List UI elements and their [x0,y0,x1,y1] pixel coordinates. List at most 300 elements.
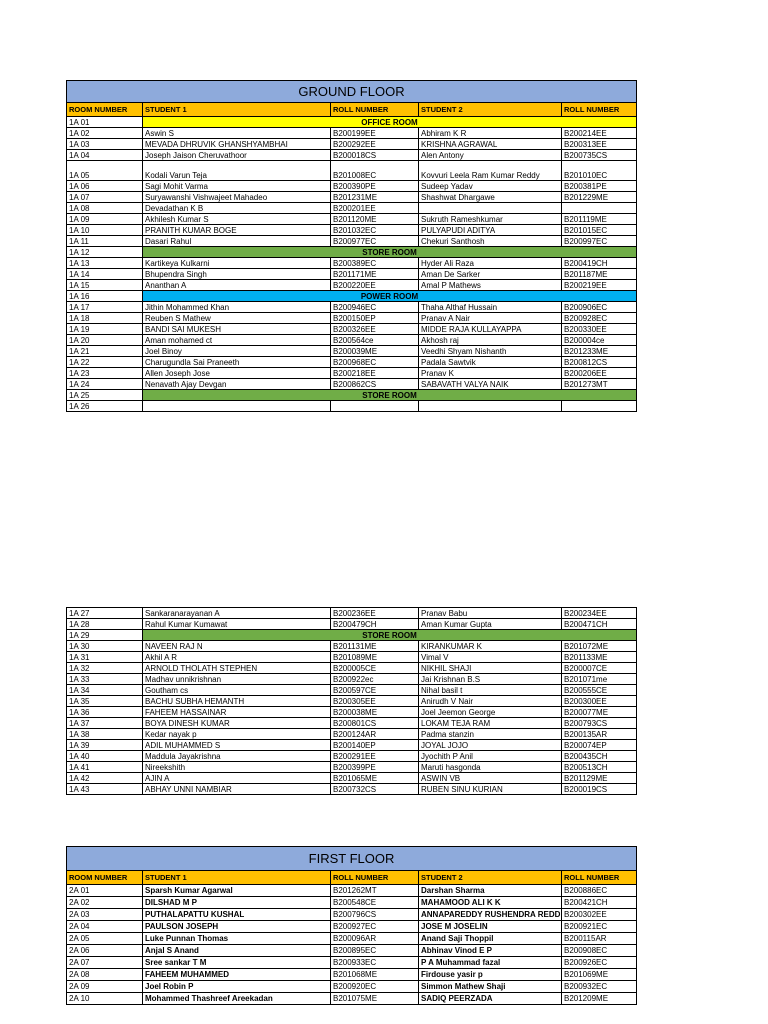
roll-number-2: B200932EC [562,981,637,993]
roll-number-2: B201129ME [562,773,637,784]
table-row [67,203,637,214]
student-2-name: Jai Krishnan B.S [419,674,562,685]
table-row [67,897,637,909]
roll-number-2: B201133ME [562,652,637,663]
roll-number-2: B201015EC [562,225,637,236]
student-1-name: PUTHALAPATTU KUSHAL [143,909,331,921]
student-1-name: Kartikeya Kulkarni [143,258,331,269]
student-1-name: Sree sankar T M [143,957,331,969]
roll-number-2: B200471CH [562,619,637,630]
room-number-cell: 1A 42 [67,773,143,784]
table-row [67,313,637,324]
student-2-header: STUDENT 2 [419,103,562,117]
roll-number-2: B201071me [562,674,637,685]
room-number-cell: 1A 14 [67,269,143,280]
table-row [67,214,637,225]
roll-number-2: B201119ME [562,214,637,225]
table-row [67,885,637,897]
student-2-name: NIKHIL SHAJI [419,663,562,674]
student-1-name: Aswin S [143,128,331,139]
roll-number-2: B200007CE [562,663,637,674]
room-number-cell: 1A 26 [67,401,143,412]
ground-floor-table [66,80,637,412]
table-row [67,401,637,412]
student-1-name: PAULSON JOSEPH [143,921,331,933]
student-1-name: MEVADA DHRUVIK GHANSHYAMBHAI [143,139,331,150]
student-1-name: ABHAY UNNI NAMBIAR [143,784,331,795]
roll-number-1: B200305EE [331,696,419,707]
roll-number-1: B200292EE [331,139,419,150]
table-row [67,751,637,762]
room-number-cell: 1A 28 [67,619,143,630]
student-2-name: PULYAPUDI ADITYA [419,225,562,236]
room-number-cell: 1A 33 [67,674,143,685]
roll-number-2: B200435CH [562,751,637,762]
table-row [67,784,637,795]
room-number-cell: 1A 34 [67,685,143,696]
roll-number-1: B201075ME [331,993,419,1005]
table-row [67,161,637,181]
student-2-name: JOYAL JOJO [419,740,562,751]
table-row [67,652,637,663]
room-number-cell: 1A 16 [67,291,143,302]
table-row [67,762,637,773]
roll-number-1: B200946EC [331,302,419,313]
student-2-name: Akhosh raj [419,335,562,346]
table-row [67,945,637,957]
student-2-name: Chekuri Santhosh [419,236,562,247]
room-label-banner: OFFICE ROOM [143,117,637,128]
table-row [67,663,637,674]
student-1-name: FAHEEM MUHAMMED [143,969,331,981]
room-number-cell: 1A 04 [67,150,143,161]
room-number-cell: 1A 25 [67,390,143,401]
student-1-name: Nenavath Ajay Devgan [143,379,331,390]
student-1-name: BOYA DINESH KUMAR [143,718,331,729]
student-2-name: MAHAMOOD ALI K K [419,897,562,909]
student-1-name: BACHU SUBHA HEMANTH [143,696,331,707]
student-1-name: NAVEEN RAJ N [143,641,331,652]
student-1-name: Nireekshith [143,762,331,773]
roll-number-2: B200419CH [562,258,637,269]
table-row [67,280,637,291]
roll-number-2: B201229ME [562,192,637,203]
roll-number-2: B200926EC [562,957,637,969]
floor-title: GROUND FLOOR [67,81,637,103]
table-row [67,379,637,390]
student-2-name: Pranav K [419,368,562,379]
first-floor-table [66,846,637,1005]
student-1-name: Joel Binoy [143,346,331,357]
roll-number-2: B200234EE [562,608,637,619]
student-1-name: Dasari Rahul [143,236,331,247]
student-1-name: Joseph Jaison Cheruvathoor [143,150,331,161]
roll-number-1: B200564ce [331,335,419,346]
student-1-name: Rahul Kumar Kumawat [143,619,331,630]
room-number-cell: 1A 36 [67,707,143,718]
student-1-name: Maddula Jayakrishna [143,751,331,762]
room-number-cell: 1A 35 [67,696,143,707]
table-row [67,619,637,630]
roll-number-2: B200115AR [562,933,637,945]
roll-number-1: B200039ME [331,346,419,357]
student-1-name: Kedar nayak p [143,729,331,740]
room-number-cell: 1A 31 [67,652,143,663]
room-number-cell: 1A 43 [67,784,143,795]
roll-number-2: B200421CH [562,897,637,909]
roll-number-1: B201171ME [331,269,419,280]
student-2-name: KIRANKUMAR K [419,641,562,652]
student-2-name: ASWIN VB [419,773,562,784]
student-1-header: STUDENT 1 [143,871,331,885]
roll-number-2: B200074EP [562,740,637,751]
table-row [67,641,637,652]
roll-number-1: B200801CS [331,718,419,729]
table-row [67,608,637,619]
room-number-cell: 1A 22 [67,357,143,368]
roll-number-2: B201273MT [562,379,637,390]
roll-number-2: B200381PE [562,181,637,192]
student-1-name: Akhilesh Kumar S [143,214,331,225]
room-number-cell: 1A 32 [67,663,143,674]
roll-number-2: B200019CS [562,784,637,795]
roll-number-2: B200921EC [562,921,637,933]
roll-number-2: B200735CS [562,150,637,161]
roll-number-1: B200005CE [331,663,419,674]
student-2-name [419,203,562,214]
student-1-name: Ananthan A [143,280,331,291]
roll-number-2: B200928EC [562,313,637,324]
student-2-name: Vimal V [419,652,562,663]
table-row [67,957,637,969]
student-1-header: STUDENT 1 [143,103,331,117]
student-2-name: RUBEN SINU KURIAN [419,784,562,795]
student-2-name: MIDDE RAJA KULLAYAPPA [419,324,562,335]
room-number-cell: 2A 09 [67,981,143,993]
roll-number-2: B200219EE [562,280,637,291]
student-2-name: Anirudh V Nair [419,696,562,707]
roll-number-2: B201187ME [562,269,637,280]
roll-number-1: B200038ME [331,707,419,718]
roll-number-1: B200218EE [331,368,419,379]
table-row [67,390,637,401]
room-number-cell: 1A 02 [67,128,143,139]
room-number-cell: 1A 30 [67,641,143,652]
room-number-cell: 1A 37 [67,718,143,729]
student-1-name: Sankaranarayanan A [143,608,331,619]
table-row [67,368,637,379]
student-2-name: Kovvuri Leela Ram Kumar Reddy [419,161,562,181]
student-1-name: Aman mohamed ct [143,335,331,346]
room-number-cell: 1A 41 [67,762,143,773]
student-2-name [419,401,562,412]
table-row [67,181,637,192]
student-1-name: Madhav unnikrishnan [143,674,331,685]
table-row [67,718,637,729]
roll-number-1: B200140EP [331,740,419,751]
student-2-name: Joel Jeemon George [419,707,562,718]
roll-number-1: B201231ME [331,192,419,203]
room-number-cell: 1A 19 [67,324,143,335]
room-number-cell: 1A 24 [67,379,143,390]
student-2-name: Pranav A Nair [419,313,562,324]
student-2-name: Anand Saji Thoppil [419,933,562,945]
table-row [67,969,637,981]
room-number-cell: 1A 15 [67,280,143,291]
room-number-cell: 1A 12 [67,247,143,258]
table-row [67,981,637,993]
roll-number-2: B200313EE [562,139,637,150]
room-number-cell: 2A 02 [67,897,143,909]
room-number-cell: 1A 07 [67,192,143,203]
roll-number-1 [331,401,419,412]
student-2-name: Pranav Babu [419,608,562,619]
table-row [67,357,637,368]
student-2-name: Abhiram K R [419,128,562,139]
student-2-name: Sudeep Yadav [419,181,562,192]
student-2-name: Jyochith P Anil [419,751,562,762]
roll-number-2: B200004ce [562,335,637,346]
student-1-name: Joel Robin P [143,981,331,993]
student-1-name: Kodali Varun Teja [143,161,331,181]
student-1-name: ADIL MUHAMMED S [143,740,331,751]
roll-number-1-header: ROLL NUMBER [331,871,419,885]
roll-number-1: B200920EC [331,981,419,993]
roll-number-1: B200862CS [331,379,419,390]
room-label-banner: STORE ROOM [143,390,637,401]
student-2-name: Nihal basil t [419,685,562,696]
roll-number-2: B200300EE [562,696,637,707]
student-2-name: Thaha Althaf Hussain [419,302,562,313]
roll-number-1: B200479CH [331,619,419,630]
student-2-name: Amal P Mathews [419,280,562,291]
room-number-cell: 2A 01 [67,885,143,897]
roll-number-2: B201209ME [562,993,637,1005]
room-number-cell: 2A 03 [67,909,143,921]
room-number-cell: 1A 23 [67,368,143,379]
roll-number-1: B200096AR [331,933,419,945]
ground-floor-continued-table [66,607,637,795]
table-row [67,324,637,335]
room-number-cell: 2A 07 [67,957,143,969]
student-1-name: Akhil A R [143,652,331,663]
student-2-name: Aman Kumar Gupta [419,619,562,630]
table-row [67,192,637,203]
table-row [67,139,637,150]
table-row [67,269,637,280]
table-row [67,740,637,751]
student-1-name: Allen Joseph Jose [143,368,331,379]
student-2-name: SABAVATH VALYA NAIK [419,379,562,390]
roll-number-2: B200908EC [562,945,637,957]
roll-number-1: B200291EE [331,751,419,762]
room-label-banner: STORE ROOM [143,247,637,258]
table-row [67,696,637,707]
room-number-cell: 1A 01 [67,117,143,128]
roll-number-2: B200302EE [562,909,637,921]
roll-number-2: B200330EE [562,324,637,335]
student-1-name: Sparsh Kumar Agarwal [143,885,331,897]
roll-number-2 [562,203,637,214]
roll-number-1: B200895EC [331,945,419,957]
roll-number-1: B200236EE [331,608,419,619]
student-1-name: Suryawanshi Vishwajeet Mahadeo [143,192,331,203]
room-label-banner: STORE ROOM [143,630,637,641]
room-number-cell: 2A 10 [67,993,143,1005]
roll-number-1: B200220EE [331,280,419,291]
student-1-name: ARNOLD THOLATH STEPHEN [143,663,331,674]
room-number-cell: 1A 18 [67,313,143,324]
floor-title: FIRST FLOOR [67,847,637,871]
student-2-header: STUDENT 2 [419,871,562,885]
room-number-cell: 1A 10 [67,225,143,236]
student-2-name: Alen Antony [419,150,562,161]
roll-number-1: B200732CS [331,784,419,795]
student-2-name: P A Muhammad fazal [419,957,562,969]
student-1-name: Anjal S Anand [143,945,331,957]
student-2-name: KRISHNA AGRAWAL [419,139,562,150]
room-number-cell: 1A 20 [67,335,143,346]
roll-number-1: B200390PE [331,181,419,192]
table-row [67,258,637,269]
roll-number-1: B200977EC [331,236,419,247]
table-row [67,128,637,139]
roll-number-1: B200968EC [331,357,419,368]
room-number-cell: 1A 21 [67,346,143,357]
roll-number-1: B200927EC [331,921,419,933]
roll-number-1: B200150EP [331,313,419,324]
roll-number-1-header: ROLL NUMBER [331,103,419,117]
student-2-name: Shashwat Dhargawe [419,192,562,203]
room-number-cell: 1A 08 [67,203,143,214]
roll-number-1: B201032EC [331,225,419,236]
room-number-cell: 2A 08 [67,969,143,981]
student-1-name: Devadathan K B [143,203,331,214]
student-1-name: DILSHAD M P [143,897,331,909]
table-row [67,909,637,921]
roll-number-2: B201072ME [562,641,637,652]
table-row [67,773,637,784]
student-2-name: Firdouse yasir p [419,969,562,981]
roll-number-2: B201233ME [562,346,637,357]
table-row [67,291,637,302]
student-1-name: Reuben S Mathew [143,313,331,324]
roll-number-2-header: ROLL NUMBER [562,871,637,885]
roll-number-1: B201131ME [331,641,419,652]
room-number-cell: 2A 06 [67,945,143,957]
student-1-name: FAHEEM HASSAINAR [143,707,331,718]
student-1-name: BANDI SAI MUKESH [143,324,331,335]
roll-number-1: B200922ec [331,674,419,685]
roll-number-1: B200124AR [331,729,419,740]
room-number-cell: 1A 27 [67,608,143,619]
room-number-cell: 1A 11 [67,236,143,247]
room-number-cell: 1A 09 [67,214,143,225]
roll-number-1: B200933EC [331,957,419,969]
table-row [67,674,637,685]
roll-number-2: B200206EE [562,368,637,379]
student-2-name: Sukruth Rameshkumar [419,214,562,225]
roll-number-1: B201120ME [331,214,419,225]
student-1-name: Jithin Mohammed Khan [143,302,331,313]
student-2-name: Hyder Ali Raza [419,258,562,269]
roll-number-1: B200018CS [331,150,419,161]
student-2-name: Padma stanzin [419,729,562,740]
table-row [67,150,637,161]
table-row [67,225,637,236]
table-row [67,247,637,258]
roll-number-1: B200326EE [331,324,419,335]
student-1-name: Bhupendra Singh [143,269,331,280]
student-1-name [143,401,331,412]
table-row [67,346,637,357]
room-number-cell: 1A 38 [67,729,143,740]
student-2-name: Veedhi Shyam Nishanth [419,346,562,357]
roll-number-1: B200199EE [331,128,419,139]
student-1-name: PRANITH KUMAR BOGE [143,225,331,236]
table-row [67,630,637,641]
student-2-name: Abhinav Vinod E P [419,945,562,957]
table-row [67,933,637,945]
student-1-name: Mohammed Thashreef Areekadan [143,993,331,1005]
roll-number-2: B200886EC [562,885,637,897]
student-2-name: LOKAM TEJA RAM [419,718,562,729]
roll-number-1: B201065ME [331,773,419,784]
roll-number-2: B200077ME [562,707,637,718]
roll-number-1: B201089ME [331,652,419,663]
room-number-header: ROOM NUMBER [67,103,143,117]
table-row [67,685,637,696]
room-number-cell: 1A 03 [67,139,143,150]
roll-number-2: B200513CH [562,762,637,773]
roll-number-2: B200997EC [562,236,637,247]
table-row [67,236,637,247]
table-row [67,921,637,933]
student-2-name: JOSE M JOSELIN [419,921,562,933]
roll-number-2: B200214EE [562,128,637,139]
roll-number-2-header: ROLL NUMBER [562,103,637,117]
roll-number-1: B200201EE [331,203,419,214]
student-1-name: Sagi Mohit Varma [143,181,331,192]
room-number-cell: 2A 05 [67,933,143,945]
student-1-name: Charugundla Sai Praneeth [143,357,331,368]
student-2-name: Simmon Mathew Shaji [419,981,562,993]
roll-number-1: B200389EC [331,258,419,269]
student-2-name: Padala Sawtvik [419,357,562,368]
student-2-name: ANNAPAREDDY RUSHENDRA REDD [419,909,562,921]
table-row [67,302,637,313]
room-number-cell: 1A 39 [67,740,143,751]
student-1-name: Goutham cs [143,685,331,696]
student-2-name: Aman De Sarker [419,269,562,280]
roll-number-2: B200135AR [562,729,637,740]
roll-number-2: B201069ME [562,969,637,981]
room-number-cell: 2A 04 [67,921,143,933]
room-number-cell: 1A 05 [67,161,143,181]
roll-number-2: B200555CE [562,685,637,696]
roll-number-1: B201262MT [331,885,419,897]
roll-number-2: B200906EC [562,302,637,313]
roll-number-1: B200548CE [331,897,419,909]
student-1-name: Luke Punnan Thomas [143,933,331,945]
room-number-cell: 1A 40 [67,751,143,762]
roll-number-1: B200399PE [331,762,419,773]
table-row [67,993,637,1005]
room-number-header: ROOM NUMBER [67,871,143,885]
table-row [67,117,637,128]
room-number-cell: 1A 29 [67,630,143,641]
room-number-cell: 1A 17 [67,302,143,313]
